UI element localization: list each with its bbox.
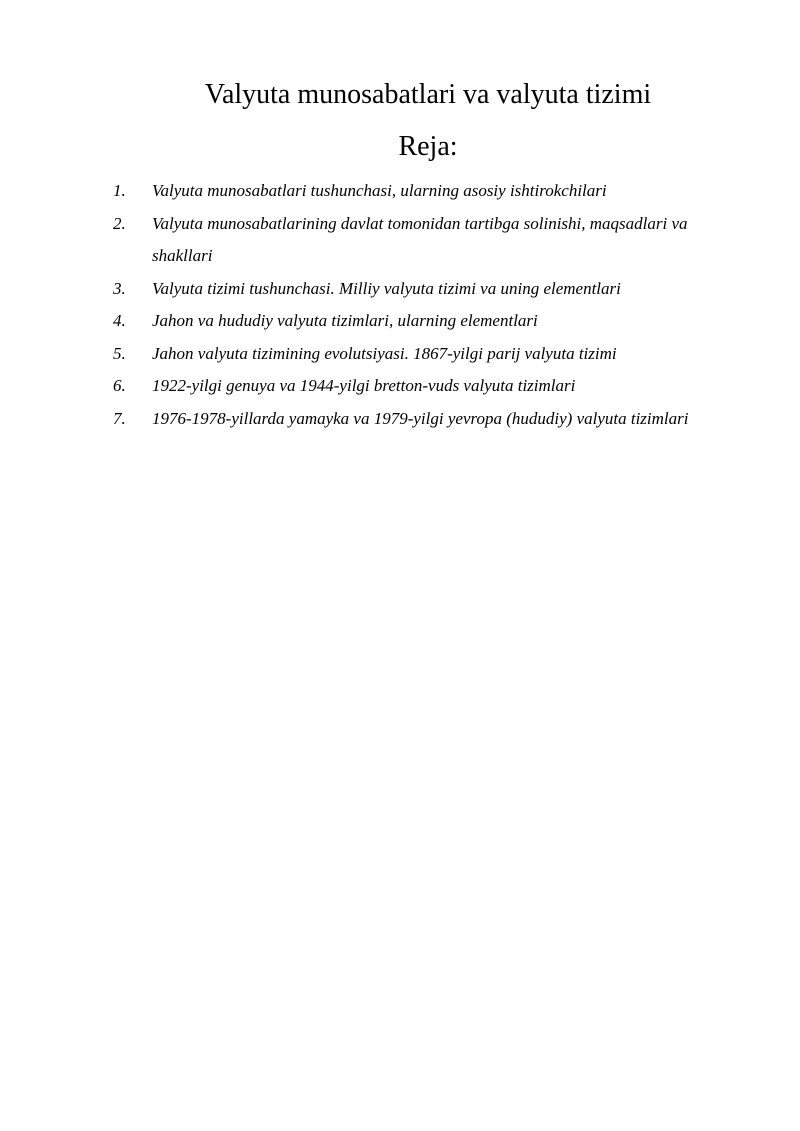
plan-item xyxy=(113,273,733,306)
plan-item xyxy=(113,403,733,436)
plan-item-number: 4. xyxy=(113,311,126,330)
plan-item xyxy=(113,175,733,208)
plan-item-text: 1922-yilgi genuya va 1944-yilgi bretton-vuds valyuta tizimlari xyxy=(152,376,576,395)
document-title: Valyuta munosabatlari va valyuta tizimi xyxy=(204,79,652,110)
plan-item xyxy=(113,370,733,403)
plan-item-number: 5. xyxy=(113,343,126,363)
plan-item xyxy=(113,208,733,273)
plan-item-number: 7. xyxy=(113,408,126,428)
plan-heading: Reja: xyxy=(398,131,458,162)
plan-item-number: 1. xyxy=(113,181,126,200)
plan-item-number: 3. xyxy=(113,278,126,298)
plan-item-text: Valyuta munosabatlari tushunchasi, ularning asosiy ishtirokchilari xyxy=(152,181,607,200)
plan-item-text: 1976-1978-yillarda yamayka va 1979-yilgi yevropa (hududiy) valyuta tizimlari xyxy=(152,408,689,428)
plan-item-number: 2. xyxy=(113,213,126,233)
plan-item xyxy=(113,338,733,371)
plan-item-text: Jahon valyuta tizimining evolutsiyasi. 1867-yilgi parij valyuta tizimi xyxy=(152,343,617,363)
plan-item-text: Jahon va hududiy valyuta tizimlari, ularning elementlari xyxy=(152,311,538,330)
plan-list xyxy=(113,175,733,435)
plan-item-number: 6. xyxy=(113,376,126,395)
plan-item xyxy=(113,305,733,338)
plan-item-text: Valyuta tizimi tushunchasi. Milliy valyuta tizimi va uning elementlari xyxy=(152,278,621,298)
plan-item-text: Valyuta munosabatlarining davlat tomonidan tartibga solinishi, maqsadlari va shakllari xyxy=(152,213,688,265)
